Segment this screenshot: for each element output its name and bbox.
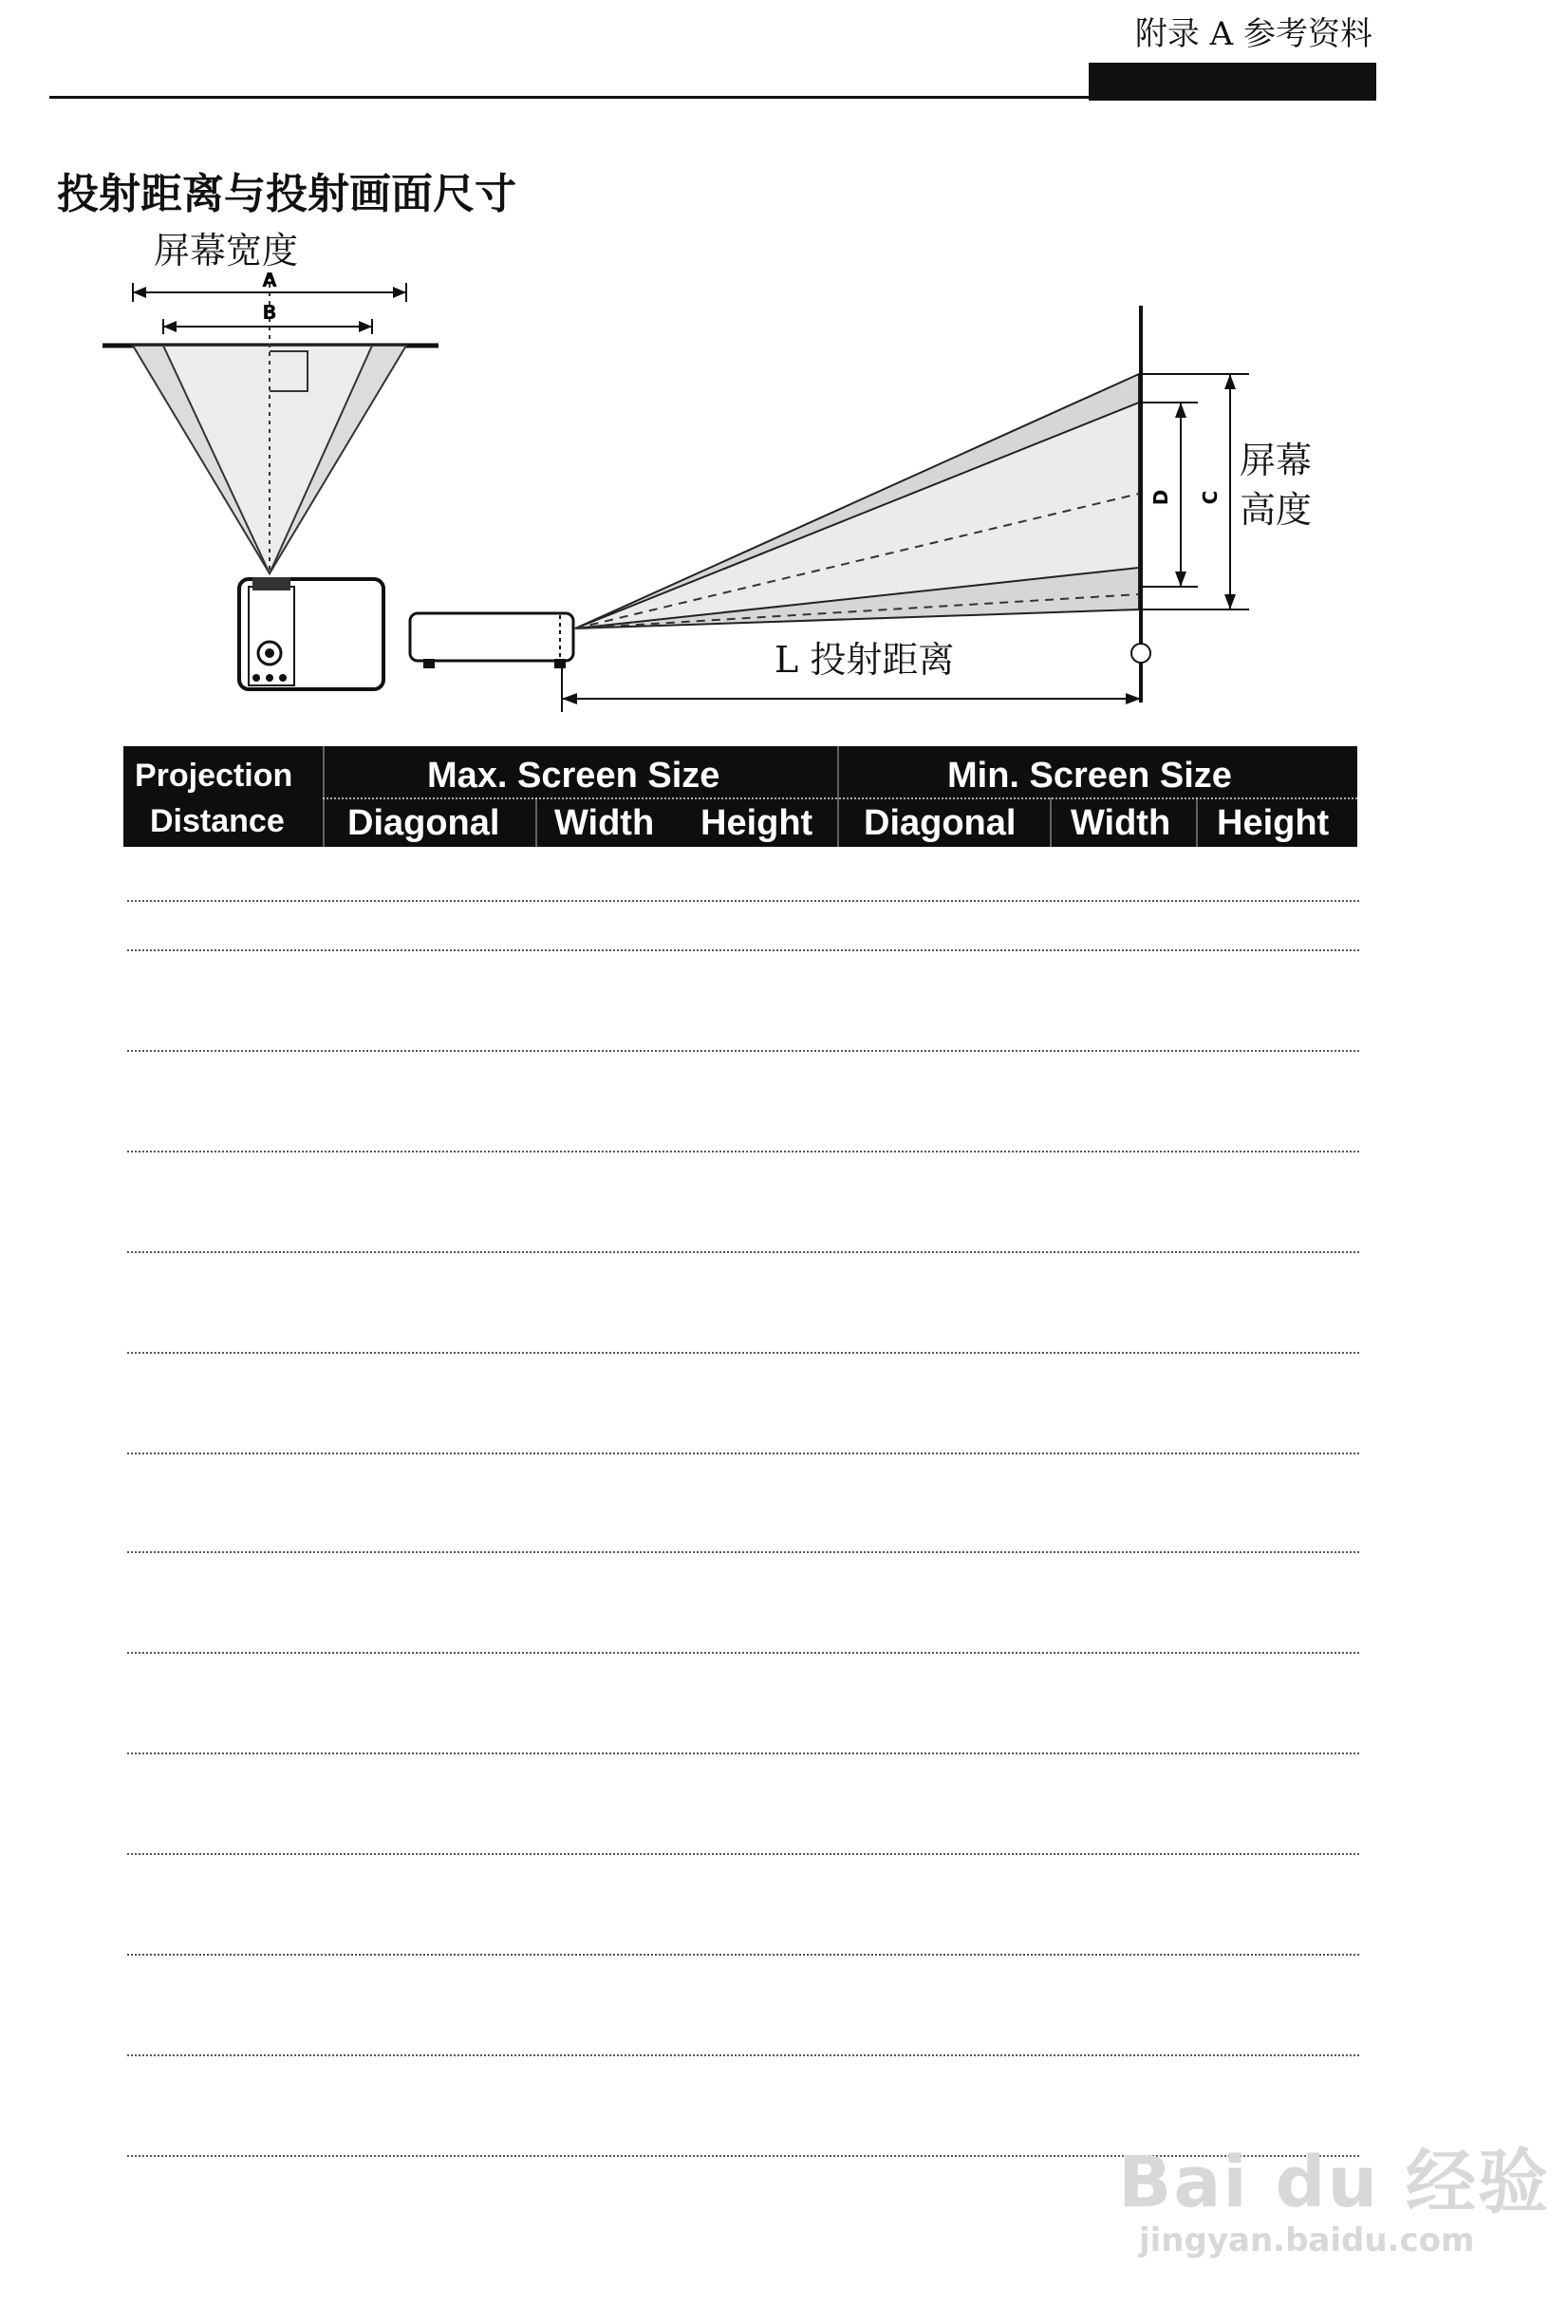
- max-height-header: Height: [700, 803, 813, 843]
- group-max-screen-size: Max. Screen Size: [427, 756, 720, 796]
- table-row: [127, 1551, 1359, 1553]
- watermark-brand: Bai du 经验: [1118, 2142, 1550, 2223]
- baidu-watermark: [1118, 2127, 1550, 2259]
- watermark-url: jingyan.baidu.com: [1139, 2221, 1475, 2259]
- table-row: [127, 1050, 1359, 1052]
- dim-c-label: C: [1199, 490, 1222, 505]
- dim-d-label: D: [1149, 489, 1172, 506]
- table-row: [127, 1954, 1359, 1956]
- min-height-header: Height: [1217, 803, 1330, 843]
- section-title: 投射距离与投射画面尺寸: [57, 170, 516, 218]
- table-header: [123, 746, 1357, 847]
- dim-a-label: A: [262, 269, 277, 291]
- screen-height-label-line2: 高度: [1240, 489, 1313, 531]
- screen-width-label: 屏幕宽度: [154, 230, 299, 272]
- max-width-header: Width: [554, 803, 655, 843]
- col-distance: Distance: [150, 803, 285, 839]
- top-view-beam-min: [163, 346, 372, 573]
- screen-height-label-line1: 屏幕: [1240, 440, 1313, 481]
- table-row: [127, 1853, 1359, 1855]
- projector-top-view-icon: [239, 577, 383, 689]
- table-row: [127, 949, 1359, 951]
- projection-distance-label: L 投射距离: [775, 639, 955, 681]
- table-row: [127, 1752, 1359, 1754]
- projector-side-view-icon: [410, 613, 573, 668]
- col-projection: Projection: [135, 758, 293, 794]
- table-row: [127, 1251, 1359, 1253]
- table-row: [127, 1652, 1359, 1654]
- appendix-header: 附录 A 参考资料: [1134, 15, 1372, 53]
- table-row: [127, 1352, 1359, 1354]
- group-min-screen-size: Min. Screen Size: [947, 756, 1232, 796]
- projection-diagram: [0, 0, 1568, 740]
- dim-b-label: B: [262, 301, 277, 324]
- min-diagonal-header: Diagonal: [864, 803, 1017, 843]
- table-row: [127, 900, 1359, 902]
- table-row: [127, 1151, 1359, 1153]
- max-diagonal-header: Diagonal: [347, 803, 500, 843]
- table-row: [127, 2054, 1359, 2056]
- table-row: [127, 1452, 1359, 1454]
- min-width-header: Width: [1071, 803, 1171, 843]
